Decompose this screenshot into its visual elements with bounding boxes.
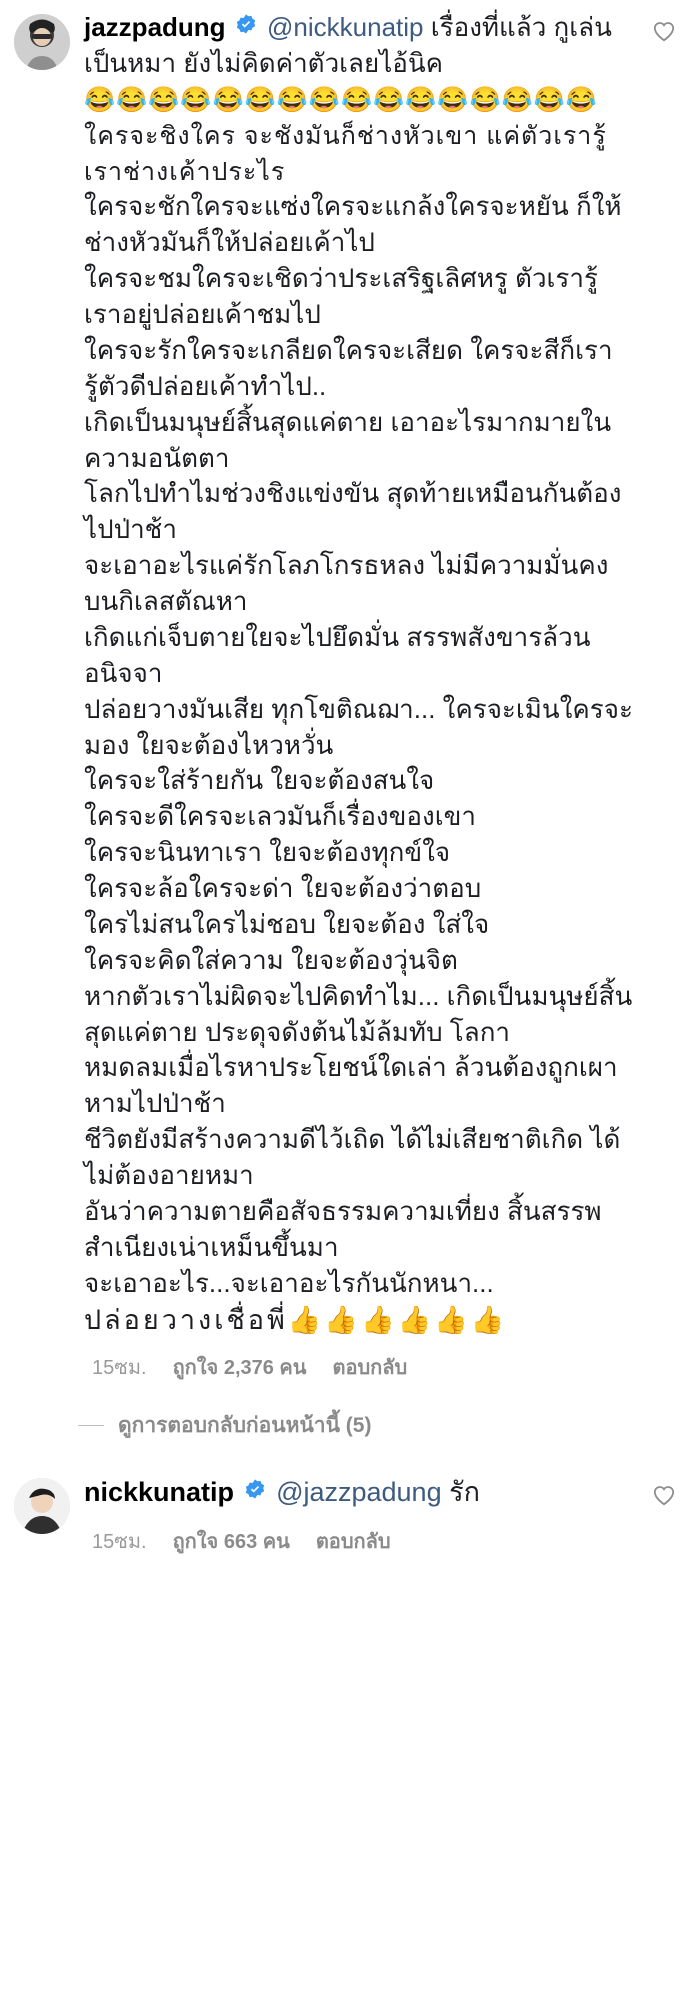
- comment-meta: [84, 1525, 634, 1557]
- heart-icon[interactable]: [651, 18, 677, 44]
- avatar-image: [14, 1478, 70, 1534]
- comment-line-16: หากตัวเราไม่ผิดจะไปคิดทำไม... เกิดเป็นมนุษย์สิ้นสุดแค่ตาย ประดุจดังต้นไม้ล้มทับ โลกา: [84, 980, 633, 1047]
- avatar[interactable]: [14, 1478, 70, 1534]
- comment-line-4: ใครจะรักใครจะเกลียดใครจะเสียด ใครจะสีก็เรารู้ตัวดีปล่อยเค้าทำไป..: [84, 334, 613, 401]
- comment-body: [78, 1474, 642, 1557]
- comment-line-5: เกิดเป็นมนุษย์สิ้นสุดแค่ตาย เอาอะไรมากมายในความอนัตตา: [84, 406, 612, 473]
- comment-line-0: เรื่องที่แล้ว กูเล่นเป็นหมา ยังไม่คิดค่าตัวเลยไอ้นิค: [84, 12, 612, 78]
- comment-line-6: โลกไปทำไมช่วงชิงแข่งขัน สุดท้ายเหมือนกันต้องไปป่าช้า: [84, 478, 622, 545]
- verified-badge-icon: [244, 1478, 266, 1500]
- comment-reply-button[interactable]: ตอบกลับ: [332, 1356, 408, 1379]
- comment-line-14: ใครไม่สนใครไม่ชอบ ใยจะต้อง ใส่ใจ: [84, 908, 490, 939]
- comment-line-20: จะเอาอะไร...จะเอาอะไรกันนักหนา...: [84, 1267, 494, 1298]
- comment-line-15: ใครจะคิดใส่ความ ใยจะต้องวุ่นจิต: [84, 944, 458, 975]
- comment-line-21: ปล่อยวางเชื่อพี่👍👍👍👍👍👍: [84, 1304, 508, 1335]
- comment-line-1: 😂😂😂😂😂😂😂😂😂😂😂😂😂😂😂😂 ใครจะชิงใคร จะชังมันก็ช่างหัวเขา แค่ตัวเรารู้เราช่างเค้าประไร: [84, 85, 607, 186]
- like-button-container[interactable]: [642, 1474, 686, 1557]
- comment-line-8: เกิดแก่เจ็บตายใยจะไปยึดมั่น สรรพสังขารล้วนอนิจจา: [84, 621, 591, 688]
- like-button-container[interactable]: [642, 10, 686, 1383]
- avatar[interactable]: [14, 14, 70, 70]
- comment-line-2: ใครจะชักใครจะแซ่งใครจะแกล้งใครจะหยัน ก็ให้ช่างหัวมันก็ให้ปล่อยเค้าไป: [84, 191, 622, 258]
- comment-like-count[interactable]: ถูกใจ 2,376 คน: [172, 1356, 307, 1379]
- verified-badge-icon: [235, 13, 257, 35]
- comment-line-11: ใครจะดีใครจะเลวมันก็เรื่องของเขา: [84, 801, 476, 832]
- comment-line-3: ใครจะชมใครจะเชิดว่าประเสริฐเลิศหรู ตัวเรารู้เราอยู่ปล่อยเค้าชมไป: [84, 263, 598, 329]
- comment-line-0: รัก: [441, 1476, 480, 1507]
- comment-text: [84, 10, 634, 1339]
- avatar-container[interactable]: [14, 1474, 78, 1557]
- comment-line-18: ชีวิตยังมีสร้างความดีไว้เถิด ได้ไม่เสียชาติเกิด ได้ไม่ต้องอายหมา: [84, 1124, 621, 1190]
- comment-line-17: หมดลมเมื่อไรหาประโยชน์ใดเล่า ล้วนต้องถูกเผาหามไปป่าช้า: [84, 1052, 618, 1119]
- comment-body: [78, 10, 642, 1383]
- comment-reply-button[interactable]: ตอบกลับ: [315, 1531, 391, 1553]
- divider-dash: [78, 1425, 104, 1426]
- comment-item: [0, 1464, 700, 1557]
- comment-like-count[interactable]: ถูกใจ 663 คน: [172, 1531, 290, 1553]
- comment-line-13: ใครจะล้อใครจะด่า ใยจะต้องว่าตอบ: [84, 873, 482, 903]
- heart-icon[interactable]: [651, 1482, 677, 1508]
- view-previous-replies-button[interactable]: [0, 1383, 700, 1464]
- avatar-image: [14, 14, 70, 70]
- comment-mention[interactable]: @jazzpadung: [276, 1476, 442, 1507]
- comment-username[interactable]: nickkunatip: [84, 1476, 235, 1507]
- comment-text: [84, 1474, 634, 1511]
- comment-timestamp: 15ซม.: [92, 1531, 147, 1553]
- view-previous-replies-label: ดูการตอบกลับก่อนหน้านี้ (5): [118, 1413, 372, 1437]
- comment-mention[interactable]: @nickkunatip: [267, 12, 424, 42]
- comment-line-12: ใครจะนินทาเรา ใยจะต้องทุกข์ใจ: [84, 837, 451, 868]
- comment-line-19: อันว่าความตายคือสัจธรรมความเที่ยง สิ้นสรรพสำเนียงเน่าเหม็นขึ้นมา: [84, 1195, 602, 1262]
- comment-line-10: ใครจะใส่ร้ายกัน ใยจะต้องสนใจ: [84, 765, 435, 796]
- comment-timestamp: 15ซม.: [92, 1356, 147, 1379]
- comment-username[interactable]: jazzpadung: [84, 12, 226, 42]
- comment-meta: [84, 1351, 634, 1383]
- comment-line-7: จะเอาอะไรแค่รักโลภโกรธหลง ไม่มีความมั่นคงบนกิเลสตัณหา: [84, 550, 609, 616]
- comment-line-9: ปล่อยวางมันเสีย ทุกโขติณฌา... ใครจะเมินใครจะมอง ใยจะต้องไหวหวั่น: [84, 693, 633, 760]
- avatar-container[interactable]: [14, 10, 78, 1383]
